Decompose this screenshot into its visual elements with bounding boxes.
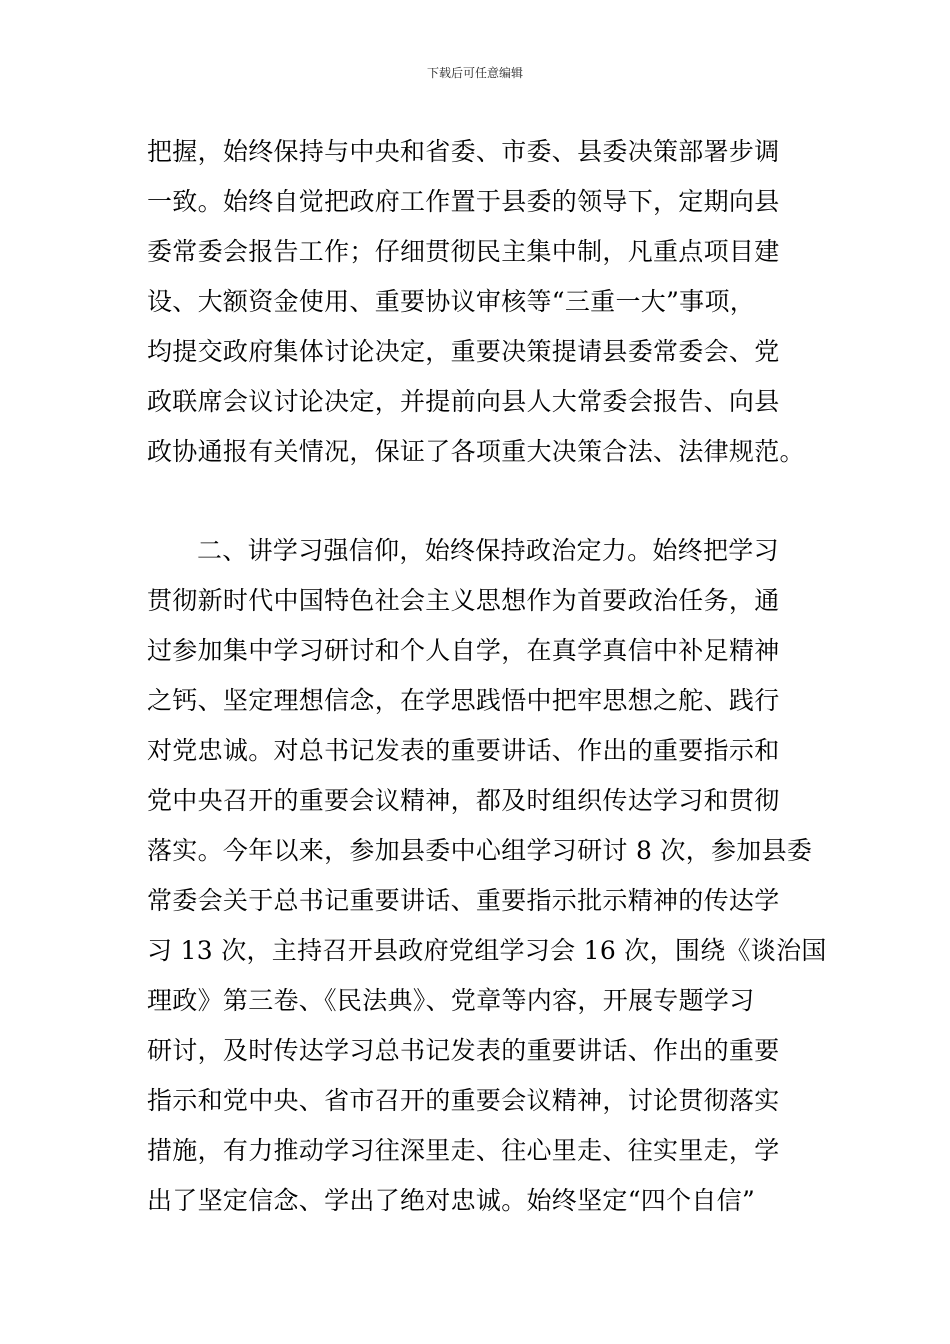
text-line: 落实。今年以来，参加县委中心组学习研讨 8 次，参加县委	[147, 836, 813, 865]
text-line: 理政》第三卷、《民法典》、党章等内容，开展专题学习	[147, 986, 755, 1015]
text-line: 研讨，及时传达学习总书记发表的重要讲话、作出的重要	[147, 1036, 780, 1065]
text-line: 二、讲学习强信仰，始终保持政治定力。始终把学习	[197, 536, 779, 565]
text-line: 习 13 次，主持召开县政府党组学习会 16 次，围绕《谈治国	[147, 936, 827, 965]
text-line: 过参加集中学习研讨和个人自学，在真学真信中补足精神	[147, 636, 780, 665]
text-line: 措施，有力推动学习往深里走、往心里走、往实里走，学	[147, 1136, 780, 1165]
text-line: 政联席会议讨论决定，并提前向县人大常委会报告、向县	[147, 387, 780, 416]
text-line: 贯彻新时代中国特色社会主义思想作为首要政治任务，通	[147, 586, 780, 615]
text-line: 出了坚定信念、学出了绝对忠诚。始终坚定“四个自信”	[147, 1186, 756, 1215]
text-line: 均提交政府集体讨论决定，重要决策提请县委常委会、党	[147, 337, 780, 366]
text-line: 党中央召开的重要会议精神，都及时组织传达学习和贯彻	[147, 786, 780, 815]
text-line: 常委会关于总书记重要讲话、重要指示批示精神的传达学	[147, 886, 780, 915]
text-line: 把握，始终保持与中央和省委、市委、县委决策部署步调	[147, 137, 780, 166]
text-line: 指示和党中央、省市召开的重要会议精神，讨论贯彻落实	[147, 1086, 780, 1115]
text-line: 政协通报有关情况，保证了各项重大决策合法、法律规范。	[147, 437, 805, 466]
text-line: 一致。始终自觉把政府工作置于县委的领导下，定期向县	[147, 187, 780, 216]
text-line: 设、大额资金使用、重要协议审核等“三重一大”事项，	[147, 287, 756, 316]
text-line: 对党忠诚。对总书记发表的重要讲话、作出的重要指示和	[147, 736, 780, 765]
page-header: 下载后可任意编辑	[426, 66, 523, 80]
text-line: 委常委会报告工作；仔细贯彻民主集中制，凡重点项目建	[147, 237, 780, 266]
text-line: 之钙、坚定理想信念，在学思践悟中把牢思想之舵、践行	[147, 686, 780, 715]
